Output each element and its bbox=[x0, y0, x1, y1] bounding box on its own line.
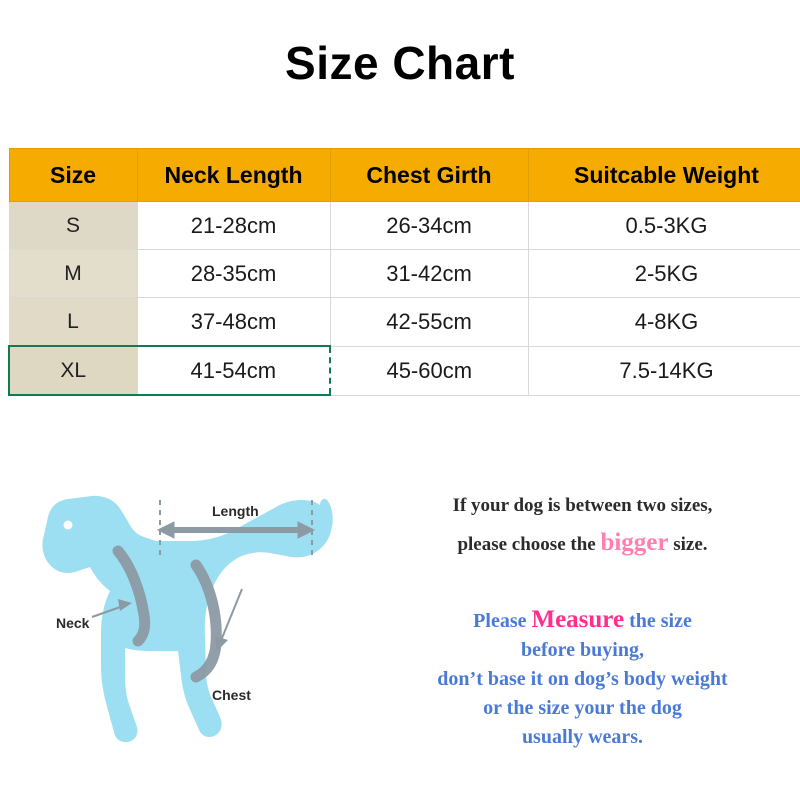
cell-size-l: L bbox=[9, 298, 137, 347]
page-title: Size Chart bbox=[285, 37, 515, 89]
cell-size-xl: XL bbox=[9, 346, 137, 395]
measure-note-line-3: don’t base it on dog’s body weight bbox=[437, 668, 728, 690]
label-neck: Neck bbox=[56, 615, 90, 631]
table-header bbox=[9, 149, 800, 202]
measure-emphasis: Measure bbox=[531, 606, 625, 633]
cell-chest-xl: 45-60cm bbox=[330, 346, 528, 395]
sizing-note-emphasis: bigger bbox=[600, 529, 669, 556]
size-table bbox=[8, 148, 800, 396]
cell-chest-m: 31-42cm bbox=[330, 250, 528, 298]
cell-chest-s: 26-34cm bbox=[330, 202, 528, 250]
cell-neck-l: 37-48cm bbox=[137, 298, 330, 347]
cell-size-m: M bbox=[9, 250, 137, 298]
sizing-note-prefix: please choose the bbox=[457, 534, 601, 555]
cell-weight-m: 2-5KG bbox=[528, 250, 800, 298]
cell-neck-xl: 41-54cm bbox=[137, 346, 330, 395]
measure-note-line-5: usually wears. bbox=[521, 726, 644, 748]
sizing-note-line-2 bbox=[375, 529, 790, 557]
cell-neck-s: 21-28cm bbox=[137, 202, 330, 250]
sizing-note-suffix: size. bbox=[668, 534, 708, 555]
cell-weight-s: 0.5-3KG bbox=[528, 202, 800, 250]
header-chest-girth: Chest Girth bbox=[330, 149, 528, 202]
label-chest: Chest bbox=[212, 687, 251, 703]
table-row bbox=[9, 250, 800, 298]
cell-neck-m: 28-35cm bbox=[137, 250, 330, 298]
header-suitable-weight: Suitcable Weight bbox=[528, 149, 800, 202]
label-length: Length bbox=[212, 503, 259, 519]
measure-note-line-2: before buying, bbox=[521, 639, 644, 661]
dog-diagram bbox=[20, 465, 370, 785]
table-row bbox=[9, 298, 800, 347]
cell-chest-l: 42-55cm bbox=[330, 298, 528, 347]
table-header-row bbox=[9, 149, 800, 202]
dog-eye bbox=[64, 521, 73, 530]
measure-note-line-4: or the size your the dog bbox=[483, 697, 682, 719]
table-body bbox=[9, 202, 800, 396]
sizing-note-line-1: If your dog is between two sizes, bbox=[452, 495, 713, 516]
header-neck-length: Neck Length bbox=[137, 149, 330, 202]
measure-suffix: the size bbox=[624, 610, 692, 632]
cell-size-s: S bbox=[9, 202, 137, 250]
cell-weight-xl: 7.5-14KG bbox=[528, 346, 800, 395]
header-size: Size bbox=[9, 149, 137, 202]
measure-prefix: Please bbox=[473, 610, 532, 632]
measure-note-line-1 bbox=[375, 605, 790, 636]
measure-note bbox=[375, 605, 790, 752]
table-row-highlighted bbox=[9, 346, 800, 395]
sizing-note bbox=[375, 495, 790, 557]
table-row bbox=[9, 202, 800, 250]
cell-weight-l: 4-8KG bbox=[528, 298, 800, 347]
measurement-guide bbox=[0, 455, 800, 800]
